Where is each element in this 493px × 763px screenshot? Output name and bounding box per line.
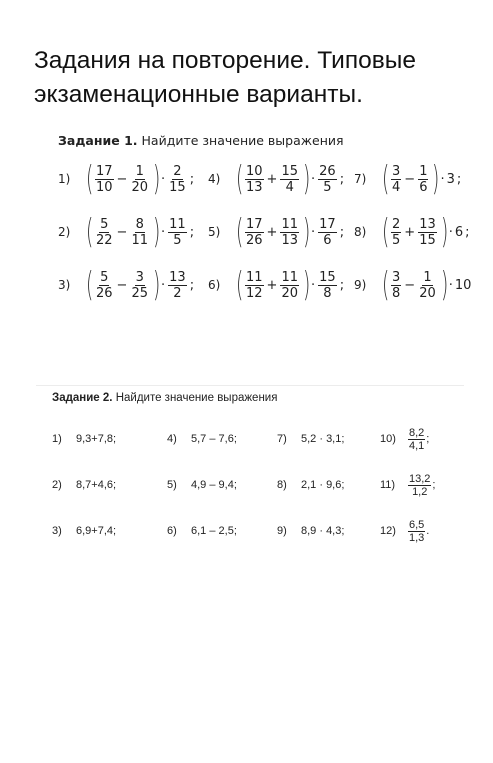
operator: +: [266, 277, 278, 293]
task-2-item: [380, 464, 460, 506]
fraction-numerator: 3: [135, 269, 144, 285]
fraction: [418, 217, 437, 248]
section-divider: [36, 385, 464, 386]
expression: 4,9 – 9,4;: [191, 479, 237, 491]
task-1-title: [58, 133, 478, 148]
task-1-item: [354, 264, 478, 306]
fraction-denominator: 5: [323, 179, 332, 195]
fraction: [318, 164, 337, 195]
task-2-item: [380, 418, 460, 460]
left-paren: (: [86, 159, 94, 199]
task-1-title-text: Найдите значение выражения: [137, 133, 344, 148]
task-2-item: [52, 510, 167, 552]
fraction: [95, 270, 114, 301]
separator: ;: [339, 277, 345, 293]
task-1-item: [208, 264, 354, 306]
fraction-denominator: 11: [131, 232, 148, 248]
separator: ;: [189, 171, 195, 187]
multiply-dot: ·: [311, 224, 316, 240]
fraction-numerator: 17: [319, 216, 336, 232]
fraction-denominator: 15: [169, 179, 186, 195]
fraction-denominator: 8: [392, 285, 401, 301]
fraction-numerator: 13: [169, 269, 186, 285]
left-paren: (: [236, 159, 244, 199]
right-paren: ): [303, 159, 311, 199]
task-1-item: [354, 211, 478, 253]
task-2-item: [52, 464, 167, 506]
operator: +: [404, 224, 416, 240]
expression: 5,2 · 3,1;: [301, 433, 345, 445]
right-paren: ): [153, 159, 161, 199]
multiply-dot: ·: [161, 171, 166, 187]
multiplier: 10: [454, 277, 472, 293]
expression: 5,7 – 7,6;: [191, 433, 237, 445]
expression: 8,7+4,6;: [76, 479, 117, 491]
right-paren: ): [440, 212, 449, 252]
task-2-item: [52, 418, 167, 460]
fraction-numerator: 17: [246, 216, 263, 232]
expression: 8,9 · 4,3;: [301, 525, 345, 537]
expression: 6,1 – 2,5;: [191, 525, 237, 537]
left-paren: (: [236, 265, 244, 305]
expression: [380, 159, 462, 199]
fraction: [391, 270, 401, 301]
fraction-denominator: 4: [285, 179, 294, 195]
separator: ;: [426, 433, 430, 445]
fraction-numerator: 1: [423, 269, 432, 285]
fraction: [245, 217, 264, 248]
separator: ;: [189, 224, 195, 240]
operator: −: [116, 277, 128, 293]
fraction: [130, 164, 149, 195]
multiply-dot: ·: [161, 224, 166, 240]
operator: +: [266, 224, 278, 240]
fraction: [391, 164, 401, 195]
item-number: 8): [277, 479, 287, 491]
item-number: 1): [52, 433, 62, 445]
fraction-numerator: 15: [319, 269, 336, 285]
task-1-item: [208, 211, 354, 253]
multiply-dot: ·: [311, 277, 316, 293]
expression: [84, 159, 195, 199]
multiply-dot: ·: [440, 171, 445, 187]
fraction-denominator: 20: [281, 285, 298, 301]
fraction: [280, 217, 299, 248]
fraction-denominator: 13: [281, 232, 298, 248]
fraction-denominator: 6: [419, 179, 428, 195]
task-1-item: [354, 158, 478, 200]
fraction-denominator: 20: [131, 179, 148, 195]
fraction-denominator: 15: [419, 232, 436, 248]
item-number: 5): [167, 479, 177, 491]
separator: ;: [339, 224, 345, 240]
right-paren: ): [153, 212, 161, 252]
operator: −: [116, 224, 128, 240]
item-number: 7): [354, 172, 367, 186]
fraction-denominator: 4: [392, 179, 401, 195]
fraction-numerator: 11: [281, 269, 298, 285]
fraction-denominator: 6: [323, 232, 332, 248]
fraction-numerator: 11: [169, 216, 186, 232]
multiply-dot: ·: [448, 277, 453, 293]
fraction-numerator: 15: [281, 163, 298, 179]
task-2-title-bold: Задание 2.: [52, 392, 113, 404]
multiply-dot: ·: [161, 277, 166, 293]
task-2-item: [277, 464, 380, 506]
separator: .: [426, 525, 430, 537]
fraction: [408, 519, 425, 544]
left-paren: (: [382, 265, 390, 305]
item-number: 3): [58, 278, 71, 292]
right-paren: ): [303, 212, 311, 252]
fraction: [391, 217, 401, 248]
separator: ;: [465, 224, 470, 240]
left-paren: (: [86, 265, 94, 305]
fraction-numerator: 26: [319, 163, 336, 179]
separator: ;: [339, 171, 345, 187]
fraction-denominator: 4,1: [409, 439, 425, 452]
fraction: [318, 217, 337, 248]
fraction-denominator: 25: [131, 285, 148, 301]
fraction: [168, 217, 187, 248]
fraction-denominator: 20: [419, 285, 436, 301]
fraction-numerator: 1: [419, 163, 428, 179]
fraction: [95, 217, 114, 248]
fraction: [168, 270, 187, 301]
fraction-numerator: 3: [392, 269, 401, 285]
multiplier: 6: [454, 224, 464, 240]
fraction-denominator: 1,2: [412, 485, 428, 498]
separator: ;: [432, 479, 436, 491]
task-1-item: [58, 211, 208, 253]
fraction-numerator: 13: [419, 216, 436, 232]
item-number: 12): [380, 525, 396, 537]
fraction: [408, 473, 431, 498]
task-1-item: [58, 158, 208, 200]
fraction-numerator: 1: [135, 163, 144, 179]
task-2-item: [380, 510, 460, 552]
fraction-denominator: 10: [96, 179, 113, 195]
item-number: 4): [167, 433, 177, 445]
item-number: 10): [380, 433, 396, 445]
fraction-numerator: 13,2: [409, 472, 431, 485]
fraction-numerator: 2: [173, 163, 182, 179]
fraction: [130, 217, 149, 248]
right-paren: ): [440, 265, 449, 305]
fraction: [418, 270, 437, 301]
task-2-grid: [52, 418, 472, 552]
fraction-denominator: 22: [96, 232, 113, 248]
item-number: 5): [208, 225, 221, 239]
operator: +: [266, 171, 278, 187]
expression: 9,3+7,8;: [76, 433, 117, 445]
fraction-numerator: 11: [246, 269, 263, 285]
expression: [84, 212, 195, 252]
fraction-numerator: 8: [135, 216, 144, 232]
right-paren: ): [303, 265, 311, 305]
item-number: 8): [354, 225, 367, 239]
fraction: [318, 270, 337, 301]
operator: −: [404, 277, 416, 293]
task-2-title-text: Найдите значение выражения: [112, 392, 278, 404]
item-number: 11): [380, 479, 396, 491]
expression: [84, 265, 195, 305]
fraction: [418, 164, 428, 195]
fraction: [280, 164, 299, 195]
fraction-numerator: 5: [100, 216, 109, 232]
task-2-item: [277, 510, 380, 552]
fraction-numerator: 2: [392, 216, 401, 232]
fraction: [168, 164, 187, 195]
expression: [380, 265, 472, 305]
task-2-item: [167, 418, 277, 460]
multiply-dot: ·: [448, 224, 453, 240]
item-number: 6): [167, 525, 177, 537]
right-paren: ): [432, 159, 440, 199]
task-2-item: [167, 464, 277, 506]
fraction-denominator: 13: [246, 179, 263, 195]
fraction-denominator: 5: [392, 232, 401, 248]
multiplier: 3: [446, 171, 455, 187]
fraction-numerator: 8,2: [409, 426, 425, 439]
page-heading: Задания на повторение. Типовые экзаменационные варианты.: [34, 47, 416, 108]
fraction-denominator: 1,3: [409, 531, 425, 544]
fraction-numerator: 5: [100, 269, 109, 285]
task-1-item: [208, 158, 354, 200]
item-number: 1): [58, 172, 71, 186]
expression: [380, 212, 471, 252]
right-paren: ): [153, 265, 161, 305]
item-number: 7): [277, 433, 287, 445]
operator: −: [116, 171, 128, 187]
operator: −: [404, 171, 416, 187]
fraction-numerator: 6,5: [409, 518, 425, 531]
left-paren: (: [382, 212, 390, 252]
task-1-grid: [58, 158, 478, 306]
item-number: 9): [277, 525, 287, 537]
task-2-title: [52, 392, 472, 404]
fraction-denominator: 2: [173, 285, 182, 301]
task-1-title-bold: Задание 1.: [58, 133, 138, 148]
left-paren: (: [86, 212, 94, 252]
task-2: [52, 392, 472, 552]
item-number: 2): [52, 479, 62, 491]
expression: [234, 212, 345, 252]
item-number: 6): [208, 278, 221, 292]
fraction-numerator: 11: [281, 216, 298, 232]
fraction-denominator: 26: [96, 285, 113, 301]
fraction-numerator: 10: [246, 163, 263, 179]
item-number: 2): [58, 225, 71, 239]
fraction: [245, 164, 264, 195]
task-1: [58, 133, 478, 306]
item-number: 4): [208, 172, 221, 186]
item-number: 9): [354, 278, 367, 292]
separator: ;: [456, 171, 462, 187]
fraction: [245, 270, 264, 301]
fraction-denominator: 12: [246, 285, 263, 301]
expression: [234, 159, 345, 199]
fraction-numerator: 17: [96, 163, 113, 179]
task-1-item: [58, 264, 208, 306]
fraction: [408, 427, 425, 452]
fraction-denominator: 8: [323, 285, 332, 301]
left-paren: (: [236, 212, 244, 252]
expression: 6,9+7,4;: [76, 525, 117, 537]
fraction: [280, 270, 299, 301]
item-number: 3): [52, 525, 62, 537]
separator: ;: [189, 277, 195, 293]
fraction-numerator: 3: [392, 163, 401, 179]
expression: [234, 265, 345, 305]
fraction-denominator: 26: [246, 232, 263, 248]
fraction: [95, 164, 114, 195]
expression: 2,1 · 9,6;: [301, 479, 345, 491]
task-2-item: [167, 510, 277, 552]
fraction: [130, 270, 149, 301]
multiply-dot: ·: [311, 171, 316, 187]
task-2-item: [277, 418, 380, 460]
left-paren: (: [382, 159, 390, 199]
fraction-denominator: 5: [173, 232, 182, 248]
